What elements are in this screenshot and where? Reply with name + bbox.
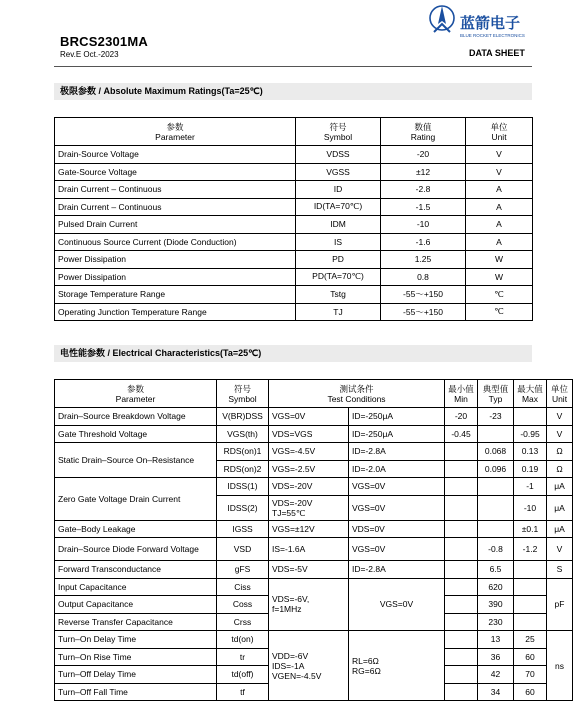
symbol-cell: RDS(on)1 xyxy=(217,443,269,461)
typ-cell: 6.5 xyxy=(478,561,514,579)
condition-cell: VDS=VGS xyxy=(269,425,349,443)
table-row xyxy=(55,578,573,596)
unit-cell: Ω xyxy=(547,443,573,461)
typ-cell xyxy=(478,425,514,443)
typ-cell xyxy=(478,495,514,520)
param-cell: Input Capacitance xyxy=(55,578,217,596)
header-symbol: 符号 Symbol xyxy=(296,118,381,146)
symbol-cell: Crss xyxy=(217,613,269,631)
condition-cell: IS=-1.6A xyxy=(269,538,349,561)
table-row xyxy=(55,233,533,251)
min-cell xyxy=(445,478,478,496)
header-conditions: 测试条件 Test Conditions xyxy=(269,380,445,408)
symbol-cell: IDSS(1) xyxy=(217,478,269,496)
condition-cell: VGS=0V xyxy=(269,408,349,426)
condition-cell: ID=-2.0A xyxy=(349,460,445,478)
electrical-characteristics-table xyxy=(54,379,573,701)
rating-cell: -1.6 xyxy=(381,233,466,251)
rating-cell: 1.25 xyxy=(381,251,466,269)
min-cell xyxy=(445,666,478,684)
param-cell: Zero Gate Voltage Drain Current xyxy=(55,478,217,521)
rating-cell: -1.5 xyxy=(381,198,466,216)
header-rating: 数值 Rating xyxy=(381,118,466,146)
header-divider xyxy=(54,66,532,67)
symbol-cell: ID(TA=70℃) xyxy=(296,198,381,216)
symbol-cell: IGSS xyxy=(217,520,269,538)
param-cell: Continuous Source Current (Diode Conduction) xyxy=(55,233,296,251)
condition-cell: VDS=-5V xyxy=(269,561,349,579)
min-cell xyxy=(445,683,478,701)
max-cell: -10 xyxy=(514,495,547,520)
min-cell xyxy=(445,460,478,478)
param-cell: Output Capacitance xyxy=(55,596,217,614)
param-cell: Static Drain–Source On–Resistance xyxy=(55,443,217,478)
symbol-cell: PD(TA=70℃) xyxy=(296,268,381,286)
unit-cell: μA xyxy=(547,478,573,496)
abs-max-table xyxy=(54,117,533,321)
symbol-cell: IS xyxy=(296,233,381,251)
table-row xyxy=(55,268,533,286)
typ-cell: 390 xyxy=(478,596,514,614)
header-max: 最大值 Max xyxy=(514,380,547,408)
min-cell xyxy=(445,538,478,561)
condition-cell: VDS=-20V xyxy=(269,478,349,496)
param-cell: Drain–Source Breakdown Voltage xyxy=(55,408,217,426)
header-parameter: 参数 Parameter xyxy=(55,380,217,408)
table-header-row xyxy=(55,118,533,146)
table-row xyxy=(55,538,573,561)
table-row xyxy=(55,561,573,579)
min-cell xyxy=(445,443,478,461)
part-number: BRCS2301MA xyxy=(60,34,148,49)
condition-cell: RL=6Ω RG=6Ω xyxy=(349,631,445,701)
typ-cell: -0.8 xyxy=(478,538,514,561)
unit-cell: A xyxy=(466,216,533,234)
unit-cell: μA xyxy=(547,495,573,520)
max-cell: -1.2 xyxy=(514,538,547,561)
rating-cell: ±12 xyxy=(381,163,466,181)
table-row xyxy=(55,198,533,216)
min-cell xyxy=(445,520,478,538)
condition-cell: ID=-250μA xyxy=(349,425,445,443)
max-cell xyxy=(514,613,547,631)
typ-cell: 0.068 xyxy=(478,443,514,461)
table-row xyxy=(55,631,573,649)
max-cell: 60 xyxy=(514,648,547,666)
symbol-cell: Tstg xyxy=(296,286,381,304)
table-row xyxy=(55,478,573,496)
unit-cell: W xyxy=(466,268,533,286)
min-cell xyxy=(445,561,478,579)
symbol-cell: VGSS xyxy=(296,163,381,181)
rating-cell: 0.8 xyxy=(381,268,466,286)
condition-cell: VGS=-2.5V xyxy=(269,460,349,478)
condition-cell: VGS=0V xyxy=(349,578,445,631)
typ-cell: 0.096 xyxy=(478,460,514,478)
min-cell xyxy=(445,495,478,520)
symbol-cell: PD xyxy=(296,251,381,269)
unit-cell: V xyxy=(547,425,573,443)
rating-cell: -55～+150 xyxy=(381,286,466,304)
min-cell xyxy=(445,578,478,596)
unit-cell: A xyxy=(466,233,533,251)
condition-cell: ID=-250μA xyxy=(349,408,445,426)
unit-cell: ns xyxy=(547,631,573,701)
max-cell xyxy=(514,408,547,426)
condition-cell: VGS=0V xyxy=(349,495,445,520)
param-cell: Turn–On Delay Time xyxy=(55,631,217,649)
typ-cell xyxy=(478,520,514,538)
header-symbol: 符号 Symbol xyxy=(217,380,269,408)
symbol-cell: IDSS(2) xyxy=(217,495,269,520)
symbol-cell: Ciss xyxy=(217,578,269,596)
table-row xyxy=(55,408,573,426)
unit-cell: ℃ xyxy=(466,286,533,304)
typ-cell: -23 xyxy=(478,408,514,426)
param-cell: Gate–Body Leakage xyxy=(55,520,217,538)
symbol-cell: VGS(th) xyxy=(217,425,269,443)
table-row xyxy=(55,146,533,164)
typ-cell: 36 xyxy=(478,648,514,666)
max-cell: -0.95 xyxy=(514,425,547,443)
param-cell: Reverse Transfer Capacitance xyxy=(55,613,217,631)
table-row xyxy=(55,443,573,461)
min-cell xyxy=(445,631,478,649)
typ-cell: 42 xyxy=(478,666,514,684)
rating-cell: -55～+150 xyxy=(381,303,466,321)
data-sheet-label: DATA SHEET xyxy=(469,48,525,58)
condition-cell: VGS=0V xyxy=(349,538,445,561)
param-cell: Drain Current – Continuous xyxy=(55,181,296,199)
min-cell xyxy=(445,648,478,666)
revision-text: Rev.E Oct.-2023 xyxy=(60,50,119,59)
unit-cell: pF xyxy=(547,578,573,631)
symbol-cell: TJ xyxy=(296,303,381,321)
param-cell: Power Dissipation xyxy=(55,268,296,286)
rating-cell: -2.8 xyxy=(381,181,466,199)
header-unit: 单位 Unit xyxy=(547,380,573,408)
symbol-cell: VDSS xyxy=(296,146,381,164)
condition-cell: VGS=0V xyxy=(349,478,445,496)
max-cell: 0.13 xyxy=(514,443,547,461)
condition-cell: VDD=-6V IDS=-1A VGEN=-4.5V xyxy=(269,631,349,701)
unit-cell: V xyxy=(547,538,573,561)
condition-cell: VDS=-20V TJ=55℃ xyxy=(269,495,349,520)
param-cell: Drain-Source Voltage xyxy=(55,146,296,164)
condition-cell: ID=-2.8A xyxy=(349,561,445,579)
param-cell: Operating Junction Temperature Range xyxy=(55,303,296,321)
condition-cell: VDS=-6V, f=1MHz xyxy=(269,578,349,631)
header-parameter: 参数 Parameter xyxy=(55,118,296,146)
param-cell: Pulsed Drain Current xyxy=(55,216,296,234)
rating-cell: -10 xyxy=(381,216,466,234)
rocket-icon xyxy=(430,6,454,32)
max-cell xyxy=(514,578,547,596)
typ-cell: 13 xyxy=(478,631,514,649)
min-cell: -20 xyxy=(445,408,478,426)
symbol-cell: tf xyxy=(217,683,269,701)
max-cell: -1 xyxy=(514,478,547,496)
condition-cell: ID=-2.8A xyxy=(349,443,445,461)
header-typ: 典型值 Typ xyxy=(478,380,514,408)
max-cell: 60 xyxy=(514,683,547,701)
param-cell: Gate Threshold Voltage xyxy=(55,425,217,443)
symbol-cell: tr xyxy=(217,648,269,666)
table-header-row xyxy=(55,380,573,408)
symbol-cell: RDS(on)2 xyxy=(217,460,269,478)
unit-cell: μA xyxy=(547,520,573,538)
abs-max-section-title: 极限参数 / Absolute Maximum Ratings(Ta=25℃) xyxy=(54,83,532,100)
symbol-cell: Coss xyxy=(217,596,269,614)
header-unit: 单位 Unit xyxy=(466,118,533,146)
param-cell: Power Dissipation xyxy=(55,251,296,269)
param-cell: Gate-Source Voltage xyxy=(55,163,296,181)
max-cell: ±0.1 xyxy=(514,520,547,538)
table-row xyxy=(55,181,533,199)
symbol-cell: IDM xyxy=(296,216,381,234)
condition-cell: VGS=-4.5V xyxy=(269,443,349,461)
company-logo xyxy=(428,4,536,44)
unit-cell: A xyxy=(466,198,533,216)
unit-cell: V xyxy=(466,163,533,181)
typ-cell xyxy=(478,478,514,496)
condition-cell: VDS=0V xyxy=(349,520,445,538)
unit-cell: A xyxy=(466,181,533,199)
param-cell: Drain–Source Diode Forward Voltage xyxy=(55,538,217,561)
min-cell: -0.45 xyxy=(445,425,478,443)
table-row xyxy=(55,251,533,269)
symbol-cell: td(off) xyxy=(217,666,269,684)
unit-cell: W xyxy=(466,251,533,269)
logo-text: 蓝箭电子 xyxy=(460,14,521,32)
table-row xyxy=(55,303,533,321)
typ-cell: 230 xyxy=(478,613,514,631)
rating-cell: -20 xyxy=(381,146,466,164)
min-cell xyxy=(445,613,478,631)
param-cell: Turn–Off Delay Time xyxy=(55,666,217,684)
unit-cell: Ω xyxy=(547,460,573,478)
unit-cell: V xyxy=(466,146,533,164)
min-cell xyxy=(445,596,478,614)
param-cell: Storage Temperature Range xyxy=(55,286,296,304)
condition-cell: VGS=±12V xyxy=(269,520,349,538)
header-min: 最小值 Min xyxy=(445,380,478,408)
unit-cell: V xyxy=(547,408,573,426)
symbol-cell: VSD xyxy=(217,538,269,561)
table-row xyxy=(55,520,573,538)
max-cell: 0.19 xyxy=(514,460,547,478)
symbol-cell: td(on) xyxy=(217,631,269,649)
param-cell: Drain Current – Continuous xyxy=(55,198,296,216)
elec-section-title: 电性能参数 / Electrical Characteristics(Ta=25℃) xyxy=(54,345,532,362)
max-cell: 25 xyxy=(514,631,547,649)
max-cell: 70 xyxy=(514,666,547,684)
unit-cell: S xyxy=(547,561,573,579)
param-cell: Forward Transconductance xyxy=(55,561,217,579)
max-cell xyxy=(514,561,547,579)
param-cell: Turn–On Rise Time xyxy=(55,648,217,666)
symbol-cell: gFS xyxy=(217,561,269,579)
table-row xyxy=(55,286,533,304)
table-row xyxy=(55,216,533,234)
typ-cell: 620 xyxy=(478,578,514,596)
typ-cell: 34 xyxy=(478,683,514,701)
param-cell: Turn–Off Fall Time xyxy=(55,683,217,701)
symbol-cell: V(BR)DSS xyxy=(217,408,269,426)
logo-subtext: BLUE ROCKET ELECTRONICS xyxy=(460,33,525,38)
table-row xyxy=(55,163,533,181)
symbol-cell: ID xyxy=(296,181,381,199)
table-row xyxy=(55,425,573,443)
max-cell xyxy=(514,596,547,614)
unit-cell: ℃ xyxy=(466,303,533,321)
